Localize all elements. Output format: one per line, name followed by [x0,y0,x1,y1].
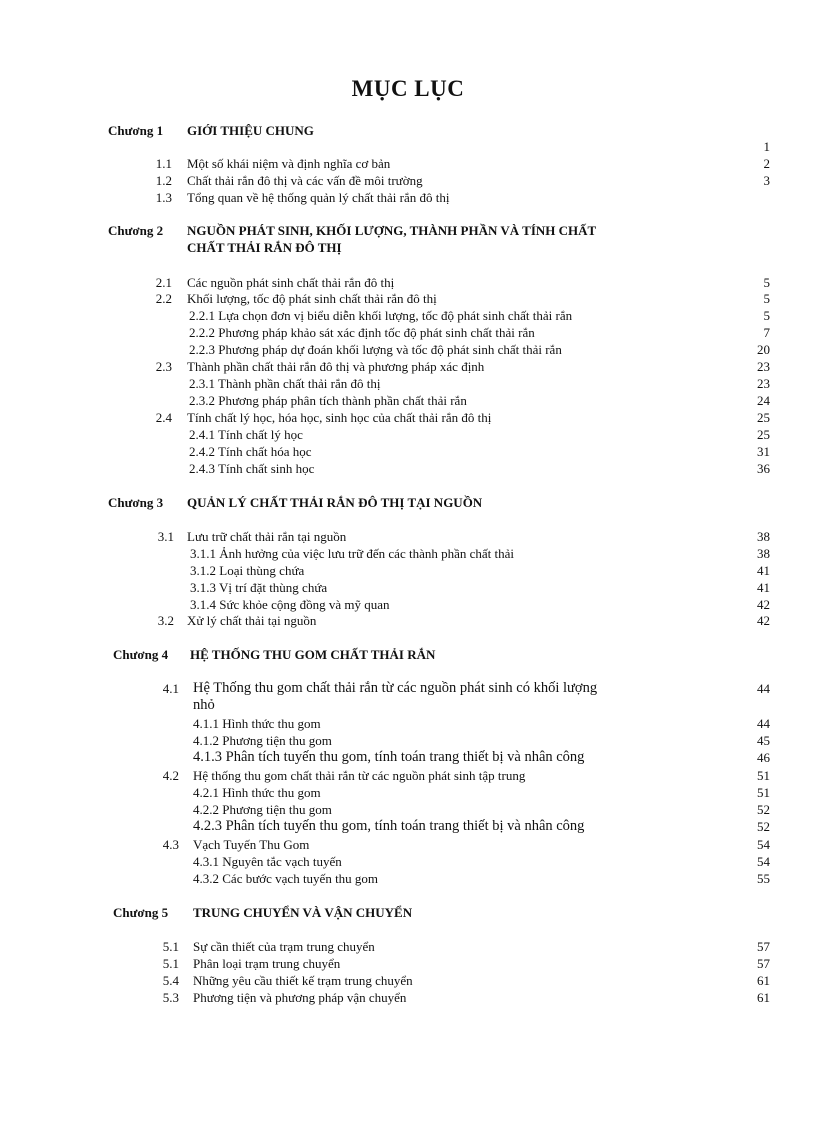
entry-text: Những yêu cầu thiết kế trạm trung chuyển [193,973,413,988]
entry-text: 3.1.1 Ảnh hưởng của việc lưu trữ đến các thành phần chất thải [190,546,515,561]
section-number: 5.4 [162,973,179,988]
page-number: 3 [763,173,770,188]
page-number: 25 [757,410,770,425]
entry-text: 4.1.3 Phân tích tuyến thu gom, tính toán trang thiết bị và nhân công [193,749,585,765]
page-number: 51 [757,768,770,783]
chapter-label: Chương 5 [113,905,169,920]
page-number: 41 [757,563,770,578]
page-title: MỤC LỤC [351,76,465,101]
page-number: 2 [763,156,770,171]
entry-text: 3.1.3 Vị trí đặt thùng chứa [190,580,328,595]
entry-text: Thành phần chất thải rắn đô thị và phương pháp xác định [187,359,485,374]
entry-text: Phân loại trạm trung chuyển [193,956,341,971]
entry-text: 4.2.1 Hình thức thu gom [193,785,321,800]
section-number: 2.4 [155,410,172,425]
section-number: 1.1 [155,156,172,171]
page-number: 46 [757,750,770,765]
chapter-label: Chương 4 [113,647,169,662]
page-number: 25 [757,427,770,442]
entry-text: 2.4.1 Tính chất lý học [189,427,303,442]
entry-text: Vạch Tuyến Thu Gom [193,837,310,852]
section-number: 2.1 [155,275,172,290]
section-number: 4.1 [162,681,179,696]
entry-text: 2.3.1 Thành phần chất thải rắn đô thị [189,376,381,391]
entry-text: Tổng quan về hệ thống quản lý chất thải rắn đô thị [187,190,450,205]
section-number: 2.2 [155,291,172,306]
entry-text: 2.3.2 Phương pháp phân tích thành phần chất thải rắn [189,393,467,408]
page-number: 54 [757,854,770,869]
section-number: 3.1 [157,529,174,544]
section-number: 5.3 [162,990,179,1005]
section-number: 3.2 [157,613,174,628]
entry-text: Chất thải rắn đô thị và các vấn đề môi trường [187,173,423,188]
entry-text: 3.1.2 Loại thùng chứa [190,563,305,578]
entry-text: Các nguồn phát sinh chất thải rắn đô thị [187,275,395,290]
entry-text: Khối lượng, tốc độ phát sinh chất thải rắn đô thị [187,291,437,306]
page-number: 45 [757,733,770,748]
section-number: 1.3 [155,190,172,205]
page-number: 5 [763,291,770,306]
page-number: 20 [757,342,770,357]
page-number: 42 [757,613,770,628]
page-number: 23 [757,359,770,374]
page-number: 42 [757,597,770,612]
page-number: 31 [757,444,770,459]
entry-text-continued: nhỏ [193,697,215,713]
entry-text: 4.2.2 Phương tiện thu gom [193,802,332,817]
page-number: 7 [763,325,770,340]
page-number: 61 [757,990,770,1005]
entry-text: 2.2.2 Phương pháp khảo sát xác định tốc độ phát sinh chất thải rắn [189,325,535,340]
entry-text: 4.3.2 Các bước vạch tuyến thu gom [193,871,379,886]
entry-text: Tính chất lý học, hóa học, sinh học của chất thải rắn đô thị [187,410,492,425]
page-number: 61 [757,973,770,988]
entry-text: 2.2.3 Phương pháp dự đoán khối lượng và tốc độ phát sinh chất thải rắn [189,342,562,357]
entry-text: 2.2.1 Lựa chọn đơn vị biểu diễn khối lượng, tốc độ phát sinh chất thải rắn [189,308,573,323]
entry-text: 4.1.2 Phương tiện thu gom [193,733,332,748]
page-number: 44 [757,716,770,731]
section-number: 4.3 [162,837,179,852]
page-number: 52 [757,819,770,834]
page-number: 44 [757,681,770,696]
entry-text: 4.1.1 Hình thức thu gom [193,716,321,731]
entry-text: Sự cần thiết của trạm trung chuyển [193,939,375,954]
chapter-title: QUẢN LÝ CHẤT THẢI RẮN ĐÔ THỊ TẠI NGUỒN [187,495,483,510]
page-number: 38 [757,546,770,561]
section-number: 1.2 [155,173,172,188]
entry-text: Hệ thống thu gom chất thải rắn từ các nguồn phát sinh tập trung [193,768,526,783]
entry-text: 2.4.2 Tính chất hóa học [189,444,312,459]
chapter-label: Chương 2 [108,223,164,238]
entry-text: Lưu trữ chất thải rắn tại nguồn [187,529,347,544]
page-number: 51 [757,785,770,800]
page-number: 38 [757,529,770,544]
page-number: 1 [763,139,770,154]
page-number: 5 [763,275,770,290]
section-number: 2.3 [155,359,172,374]
entry-text: 3.1.4 Sức khỏe cộng đồng và mỹ quan [190,597,390,612]
page-number: 55 [757,871,770,886]
page-number: 54 [757,837,770,852]
chapter-title: NGUỒN PHÁT SINH, KHỐI LƯỢNG, THÀNH PHẦN VÀ TÍNH CHẤT [187,223,597,238]
chapter-label: Chương 3 [108,495,164,510]
entry-text: Hệ Thống thu gom chất thải rắn từ các nguồn phát sinh có khối lượng [193,680,598,696]
entry-text: Phương tiện và phương pháp vận chuyển [193,990,407,1005]
page-number: 52 [757,802,770,817]
page-number: 24 [757,393,770,408]
entry-text: 4.2.3 Phân tích tuyến thu gom, tính toán trang thiết bị và nhân công [193,818,585,834]
section-number: 4.2 [162,768,179,783]
entry-text: 4.3.1 Nguyên tắc vạch tuyến [193,854,342,869]
section-number: 5.1 [162,939,179,954]
chapter-title: HỆ THỐNG THU GOM CHẤT THẢI RẮN [190,647,436,662]
entry-text: Xử lý chất thải tại nguồn [187,613,317,628]
page-number: 57 [757,956,770,971]
chapter-title-continued: CHẤT THẢI RẮN ĐÔ THỊ [187,240,342,255]
chapter-title: GIỚI THIỆU CHUNG [187,123,314,138]
page-number: 36 [757,461,770,476]
entry-text: Một số khái niệm và định nghĩa cơ bản [187,156,391,171]
entry-text: 2.4.3 Tính chất sinh học [189,461,315,476]
page-number: 5 [763,308,770,323]
page-number: 41 [757,580,770,595]
section-number: 5.1 [162,956,179,971]
page-number: 23 [757,376,770,391]
chapter-title: TRUNG CHUYỂN VÀ VẬN CHUYỂN [193,905,413,920]
chapter-label: Chương 1 [108,123,164,138]
page-number: 57 [757,939,770,954]
